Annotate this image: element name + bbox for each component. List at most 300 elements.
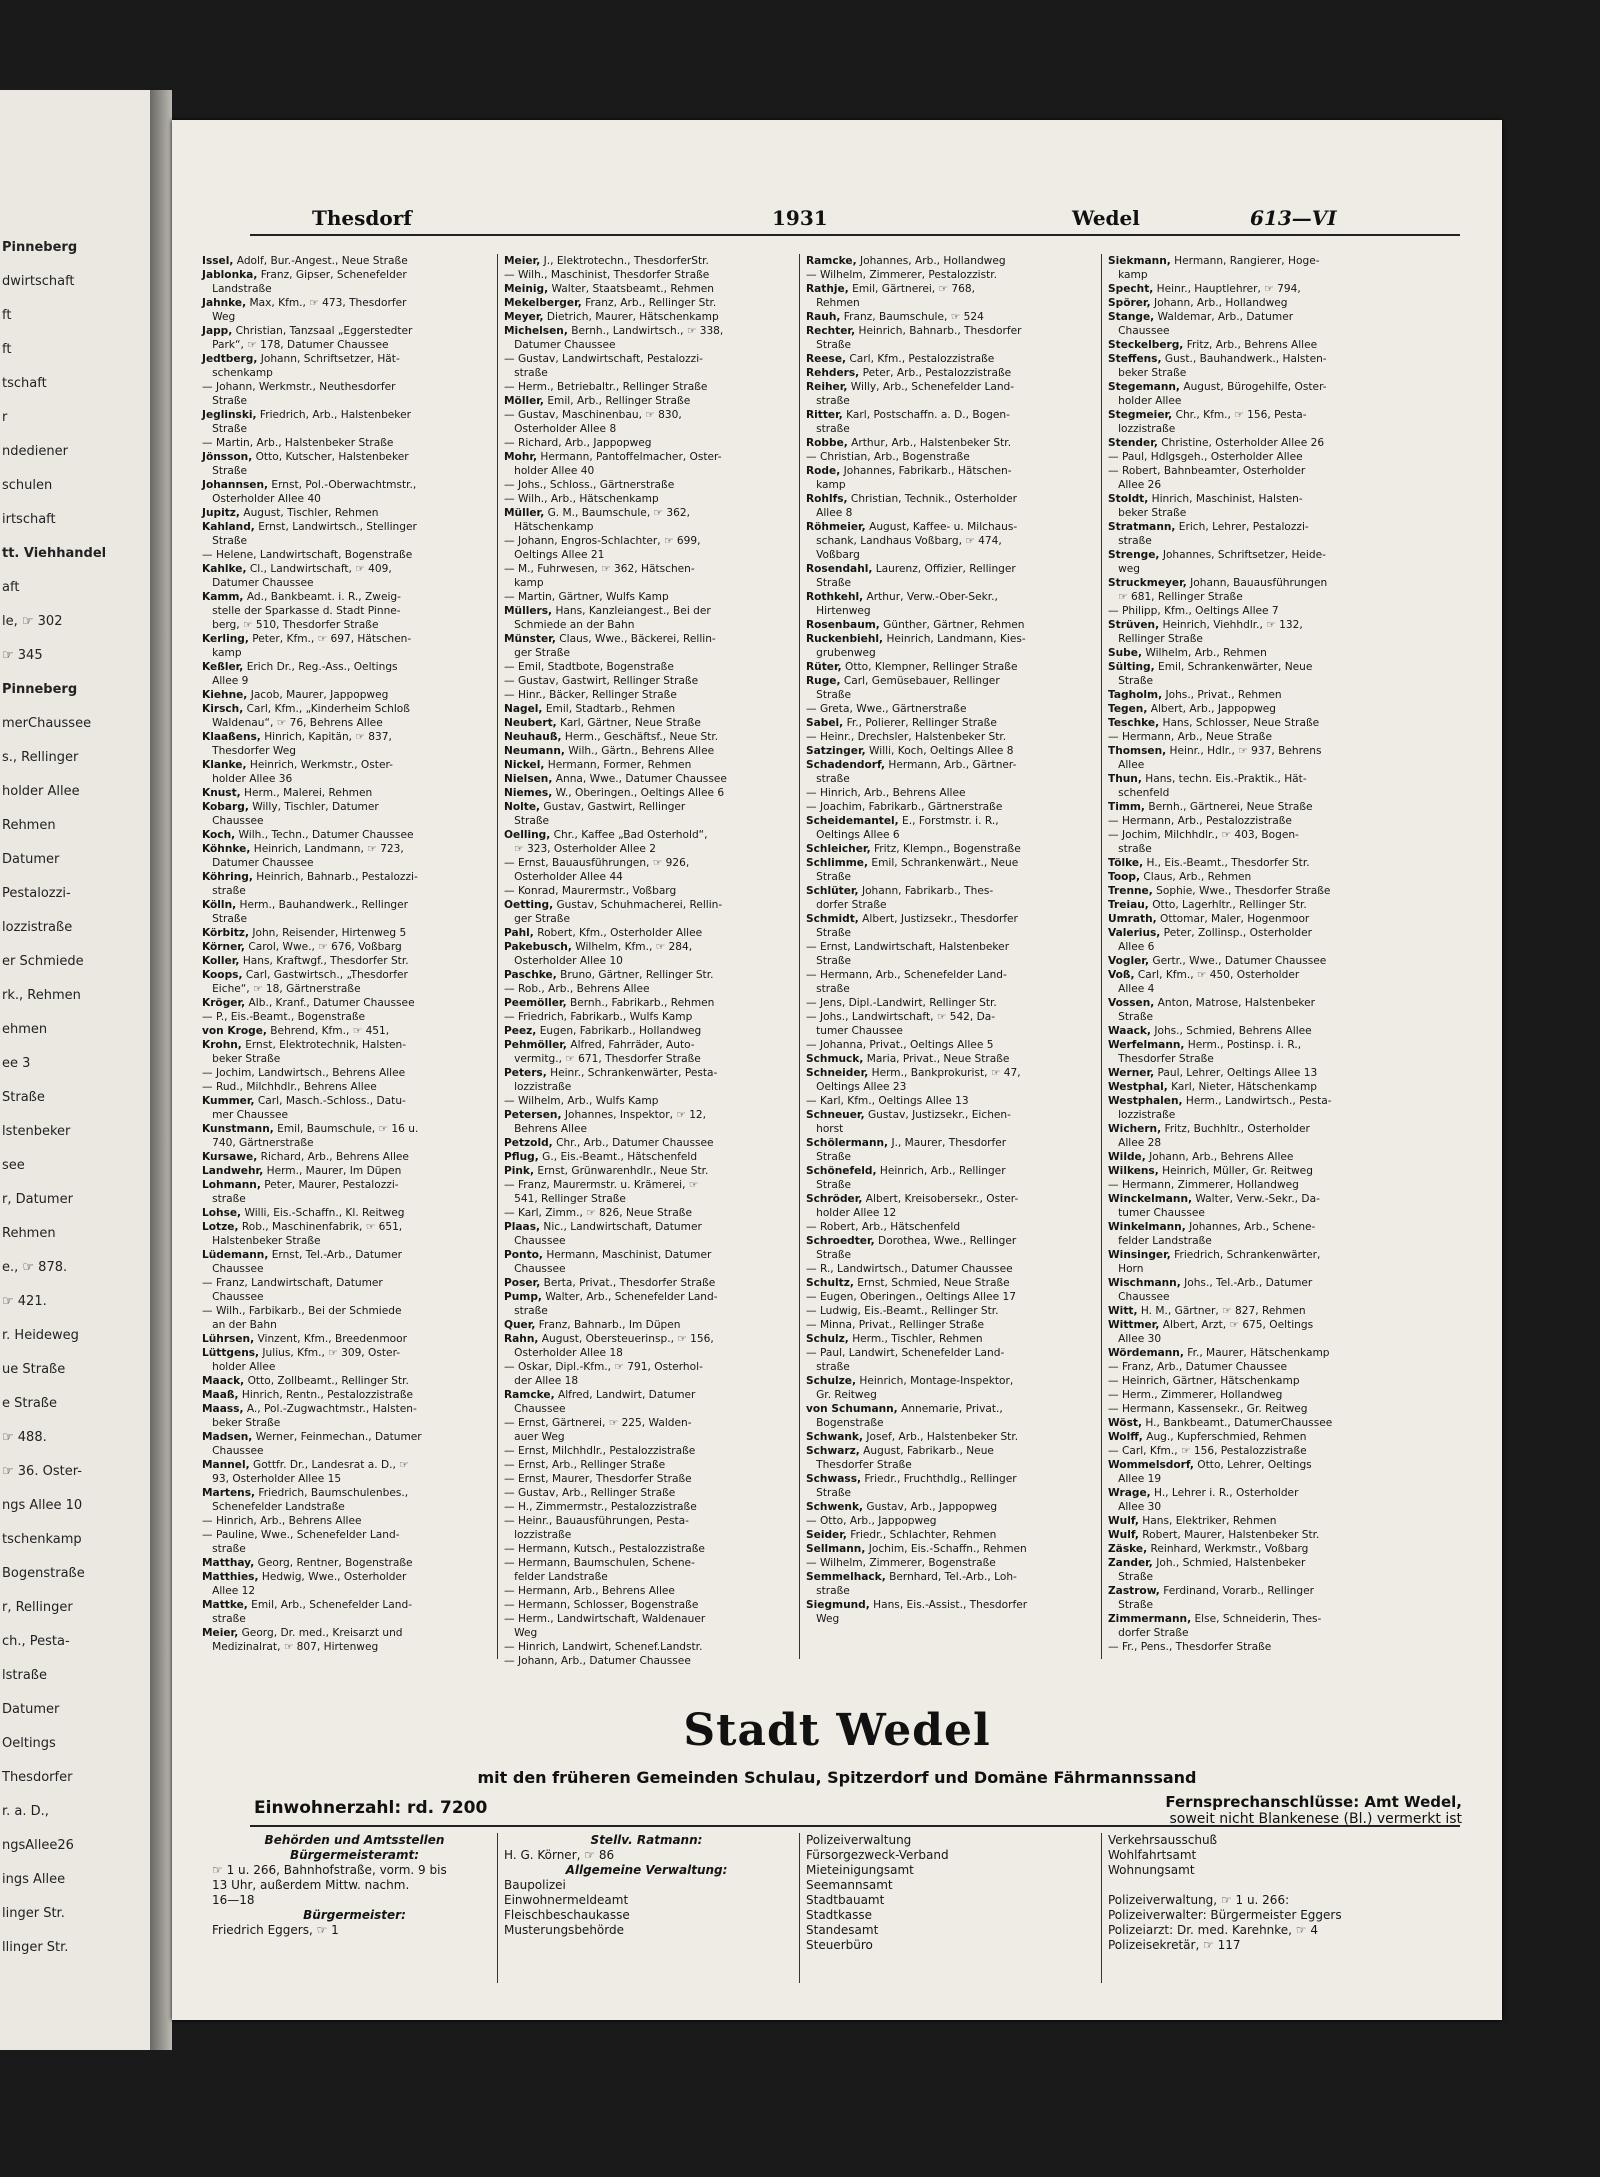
directory-entry: Krohn, Ernst, Elektrotechnik, Halsten- bbox=[202, 1039, 407, 1051]
directory-entry: Timm, Bernh., Gärtnerei, Neue Straße bbox=[1108, 801, 1313, 813]
directory-entry: Straße bbox=[202, 423, 248, 435]
previous-page-fragment: r, Datumer bbox=[2, 1192, 73, 1207]
directory-entry: Madsen, Werner, Feinmechan., Datumer bbox=[202, 1431, 422, 1443]
directory-entry: Paschke, Bruno, Gärtner, Rellinger Str. bbox=[504, 969, 714, 981]
previous-page-fragment: lstenbeker bbox=[2, 1124, 71, 1139]
directory-entry: Lotze, Rob., Maschinenfabrik, ☞ 651, bbox=[202, 1221, 403, 1233]
directory-entry: Thesdorfer Straße bbox=[1108, 1053, 1214, 1065]
bottom-line: Allgemeine Verwaltung: bbox=[565, 1863, 728, 1877]
directory-entry: — Hermann, Arb., Behrens Allee bbox=[504, 1585, 675, 1597]
header-year: 1931 bbox=[772, 206, 828, 230]
directory-entry: Tagholm, Johs., Privat., Rehmen bbox=[1108, 689, 1282, 701]
directory-entry: Chaussee bbox=[504, 1403, 566, 1415]
directory-entry: Westphal, Karl, Nieter, Hätschenkamp bbox=[1108, 1081, 1317, 1093]
previous-page-fragment: ☞ 488. bbox=[2, 1430, 47, 1445]
directory-entry: Kiehne, Jacob, Maurer, Jappopweg bbox=[202, 689, 389, 701]
directory-entry: — Jochim, Landwirtsch., Behrens Allee bbox=[202, 1067, 406, 1079]
bottom-heading: Behörden und Amtsstellen bbox=[264, 1833, 445, 1847]
directory-entry: kamp bbox=[504, 577, 544, 589]
previous-page-fragment: r bbox=[2, 410, 8, 425]
directory-entry: holder Allee 12 bbox=[806, 1207, 897, 1219]
directory-entry: Park“, ☞ 178, Datumer Chaussee bbox=[202, 339, 389, 351]
directory-entry: Lührsen, Vinzent, Kfm., Breedenmoor bbox=[202, 1333, 407, 1345]
bottom-line: Wohlfahrtsamt bbox=[1108, 1848, 1197, 1862]
directory-entry: Ramcke, Alfred, Landwirt, Datumer bbox=[504, 1389, 696, 1401]
directory-entry: Kerling, Peter, Kfm., ☞ 697, Hätschen- bbox=[202, 633, 412, 645]
directory-entry: — Johann, Arb., Datumer Chaussee bbox=[504, 1655, 691, 1667]
directory-entry: — Konrad, Maurermstr., Voßbarg bbox=[504, 885, 677, 897]
directory-entry: Straße bbox=[1108, 675, 1154, 687]
bottom-line: Polizeiverwaltung bbox=[806, 1833, 912, 1847]
directory-entry: Wrage, H., Lehrer i. R., Osterholder bbox=[1108, 1487, 1299, 1499]
bottom-line: Bürgermeister: bbox=[303, 1908, 406, 1922]
directory-entry: Allee 30 bbox=[1108, 1501, 1162, 1513]
directory-entry: Quer, Franz, Bahnarb., Im Düpen bbox=[504, 1319, 681, 1331]
bottom-line: Verkehrsausschuß bbox=[1108, 1833, 1218, 1847]
directory-entry: Landwehr, Herm., Maurer, Im Düpen bbox=[202, 1165, 402, 1177]
directory-entry: Neuhauß, Herm., Geschäftsf., Neue Str. bbox=[504, 731, 719, 743]
directory-entry: mer Chaussee bbox=[202, 1109, 289, 1121]
directory-entry: — Hermann, Kassensekr., Gr. Reitweg bbox=[1108, 1403, 1308, 1415]
bottom-column-1 bbox=[212, 1833, 497, 1938]
directory-entry: Oeltings Allee 23 bbox=[806, 1081, 907, 1093]
directory-entry: Zäske, Reinhard, Werkmstr., Voßbarg bbox=[1108, 1543, 1309, 1555]
bottom-line: Steuerbüro bbox=[806, 1938, 873, 1952]
directory-entry: — Oskar, Dipl.-Kfm., ☞ 791, Osterhol- bbox=[504, 1361, 703, 1373]
bottom-column-4 bbox=[1108, 1833, 1393, 1953]
directory-entry: — Wilhelm, Zimmerer, Pestalozzistr. bbox=[806, 269, 998, 281]
directory-entry: Zander, Joh., Schmied, Halstenbeker bbox=[1108, 1557, 1306, 1569]
directory-entry: Pehmöller, Alfred, Fahrräder, Auto- bbox=[504, 1039, 695, 1051]
directory-entry: — Pauline, Wwe., Schenefelder Land- bbox=[202, 1529, 400, 1541]
directory-entry: Mekelberger, Franz, Arb., Rellinger Str. bbox=[504, 297, 717, 309]
previous-page-fragment: r. Heideweg bbox=[2, 1328, 79, 1343]
directory-entry: straße bbox=[1108, 535, 1152, 547]
bottom-line: Polizeiverwalter: Bürgermeister Eggers bbox=[1108, 1908, 1342, 1922]
previous-page-fragment: ee 3 bbox=[2, 1056, 31, 1071]
column-3 bbox=[806, 254, 1096, 1654]
directory-entry: Straße bbox=[806, 955, 852, 967]
directory-entry: Schwank, Josef, Arb., Halstenbeker Str. bbox=[806, 1431, 1019, 1443]
directory-entry: — Hinr., Bäcker, Rellinger Straße bbox=[504, 689, 677, 701]
directory-entry: beker Straße bbox=[1108, 507, 1187, 519]
directory-entry: — Wilhelm, Zimmerer, Bogenstraße bbox=[806, 1557, 996, 1569]
directory-entry: Schadendorf, Hermann, Arb., Gärtner- bbox=[806, 759, 1017, 771]
bottom-line: Stadtbauamt bbox=[806, 1893, 885, 1907]
directory-entry: Zimmermann, Else, Schneiderin, Thes- bbox=[1108, 1613, 1322, 1625]
directory-entry: kamp bbox=[806, 479, 846, 491]
directory-entry: Rohlfs, Christian, Technik., Osterholder bbox=[806, 493, 1017, 505]
previous-page-fragment: see bbox=[2, 1158, 25, 1173]
bottom-line: Fürsorgezweck-Verband bbox=[806, 1848, 949, 1862]
bottom-line: Standesamt bbox=[806, 1923, 879, 1937]
directory-entry: — Ernst, Arb., Rellinger Straße bbox=[504, 1459, 666, 1471]
directory-entry: Schölermann, J., Maurer, Thesdorfer bbox=[806, 1137, 1007, 1149]
directory-entry: straße bbox=[504, 1305, 548, 1317]
directory-entry: Strüven, Heinrich, Viehhdlr., ☞ 132, bbox=[1108, 619, 1303, 631]
directory-entry: — Herm., Betriebaltr., Rellinger Straße bbox=[504, 381, 708, 393]
directory-entry: Lüdemann, Ernst, Tel.-Arb., Datumer bbox=[202, 1249, 402, 1261]
directory-entry: Stange, Waldemar, Arb., Datumer bbox=[1108, 311, 1294, 323]
directory-entry: ☞ 323, Osterholder Allee 2 bbox=[504, 843, 657, 855]
directory-entry: Kröger, Alb., Kranf., Datumer Chaussee bbox=[202, 997, 415, 1009]
directory-entry: Stegemann, August, Bürogehilfe, Oster- bbox=[1108, 381, 1327, 393]
directory-entry: Werfelmann, Herm., Postinsp. i. R., bbox=[1108, 1039, 1302, 1051]
directory-entry: Issel, Adolf, Bur.-Angest., Neue Straße bbox=[202, 255, 408, 267]
bottom-line: Musterungsbehörde bbox=[504, 1923, 624, 1937]
directory-entry: holder Allee 36 bbox=[202, 773, 293, 785]
directory-entry: Treiau, Otto, Lagerhltr., Rellinger Str. bbox=[1108, 899, 1307, 911]
directory-entry: Rosendahl, Laurenz, Offizier, Rellinger bbox=[806, 563, 1016, 575]
directory-entry: Chaussee bbox=[202, 815, 264, 827]
directory-entry: Meinig, Walter, Staatsbeamt., Rehmen bbox=[504, 283, 715, 295]
directory-entry: — Greta, Wwe., Gärtnerstraße bbox=[806, 703, 967, 715]
directory-entry: Hätschenkamp bbox=[504, 521, 594, 533]
directory-entry: Straße bbox=[202, 465, 248, 477]
directory-entry: — Franz, Landwirtschaft, Datumer bbox=[202, 1277, 383, 1289]
previous-page-fragment: tt. Viehhandel bbox=[2, 546, 107, 561]
previous-page-fragment: tschenkamp bbox=[2, 1532, 82, 1547]
directory-entry: Weg bbox=[504, 1627, 538, 1639]
previous-page-edge bbox=[0, 90, 150, 2050]
directory-entry: Japp, Christian, Tanzsaal „Eggerstedter bbox=[202, 325, 413, 337]
directory-entry: Pakebusch, Wilhelm, Kfm., ☞ 284, bbox=[504, 941, 693, 953]
previous-page-fragment: ft bbox=[2, 342, 12, 357]
directory-entry: straße bbox=[806, 1361, 850, 1373]
directory-entry: Werner, Paul, Lehrer, Oeltings Allee 13 bbox=[1108, 1067, 1318, 1079]
directory-entry: Wichern, Fritz, Buchhltr., Osterholder bbox=[1108, 1123, 1310, 1135]
directory-entry: Matthies, Hedwig, Wwe., Osterholder bbox=[202, 1571, 407, 1583]
bottom-line: Bürgermeisteramt: bbox=[289, 1848, 420, 1862]
directory-entry: — Wilhelm, Arb., Wulfs Kamp bbox=[504, 1095, 659, 1107]
directory-entry: Schmidt, Albert, Justizsekr., Thesdorfer bbox=[806, 913, 1018, 925]
directory-entry: Scheidemantel, E., Forstmstr. i. R., bbox=[806, 815, 999, 827]
directory-page bbox=[172, 120, 1502, 2020]
previous-page-fragment: Pinneberg bbox=[2, 240, 78, 255]
directory-entry: Steckelberg, Fritz, Arb., Behrens Allee bbox=[1108, 339, 1318, 351]
directory-entry: — Gustav, Gastwirt, Rellinger Straße bbox=[504, 675, 699, 687]
directory-entry: Siekmann, Hermann, Rangierer, Hoge- bbox=[1108, 255, 1320, 267]
directory-entry: — Ernst, Maurer, Thesdorfer Straße bbox=[504, 1473, 692, 1485]
previous-page-fragment: merChaussee bbox=[2, 716, 92, 731]
previous-page-fragment: Pestalozzi- bbox=[2, 886, 71, 901]
directory-entry: ger Straße bbox=[504, 647, 570, 659]
previous-page-fragment: holder Allee bbox=[2, 784, 80, 799]
directory-entry: an der Bahn bbox=[202, 1319, 277, 1331]
directory-entry: — Ludwig, Eis.-Beamt., Rellinger Str. bbox=[806, 1305, 999, 1317]
directory-entry: Meier, J., Elektrotechn., ThesdorferStr. bbox=[504, 255, 709, 267]
directory-entry: Maass, A., Pol.-Zugwachtmstr., Halsten- bbox=[202, 1403, 417, 1415]
column-1 bbox=[202, 254, 492, 1654]
previous-page-fragment: aft bbox=[2, 580, 20, 595]
directory-entry: Jupitz, August, Tischler, Rehmen bbox=[202, 507, 379, 519]
directory-entry: Möller, Emil, Arb., Rellinger Straße bbox=[504, 395, 691, 407]
directory-entry: — Otto, Arb., Jappopweg bbox=[806, 1515, 937, 1527]
directory-entry: Stender, Christine, Osterholder Allee 26 bbox=[1108, 437, 1325, 449]
directory-entry: beker Straße bbox=[1108, 367, 1187, 379]
directory-entry: Rehders, Peter, Arb., Pestalozzistraße bbox=[806, 367, 1012, 379]
previous-page-fragment: ue Straße bbox=[2, 1362, 66, 1377]
directory-entry: Ruckenbiehl, Heinrich, Landmann, Kies- bbox=[806, 633, 1026, 645]
directory-entry: Medizinalrat, ☞ 807, Hirtenweg bbox=[202, 1641, 379, 1653]
directory-entry: Schneider, Herm., Bankprokurist, ☞ 47, bbox=[806, 1067, 1021, 1079]
section-subtitle: mit den früheren Gemeinden Schulau, Spitzerdorf und Domäne Fährmannssand bbox=[477, 1768, 1197, 1787]
directory-entry: Kahland, Ernst, Landwirtsch., Stellinger bbox=[202, 521, 417, 533]
previous-page-fragment: er Schmiede bbox=[2, 954, 84, 969]
directory-entry: Kölln, Herm., Bauhandwerk., Rellinger bbox=[202, 899, 409, 911]
bottom-line: Baupolizei bbox=[504, 1878, 566, 1892]
directory-entry: Neubert, Karl, Gärtner, Neue Straße bbox=[504, 717, 701, 729]
directory-entry: Specht, Heinr., Hauptlehrer, ☞ 794, bbox=[1108, 283, 1301, 295]
directory-entry: Datumer Chaussee bbox=[504, 339, 616, 351]
directory-entry: Wittmer, Albert, Arzt, ☞ 675, Oeltings bbox=[1108, 1319, 1314, 1331]
previous-page-fragment: r. a. D., bbox=[2, 1804, 49, 1819]
directory-entry: straße bbox=[202, 1193, 246, 1205]
directory-entry: straße bbox=[202, 1613, 246, 1625]
directory-entry: — Johanna, Privat., Oeltings Allee 5 bbox=[806, 1039, 994, 1051]
directory-entry: Wulf, Hans, Elektriker, Rehmen bbox=[1108, 1515, 1277, 1527]
directory-entry: Datumer Chaussee bbox=[202, 577, 314, 589]
directory-entry: berg, ☞ 510, Thesdorfer Straße bbox=[202, 619, 379, 631]
directory-entry: Winkelmann, Johannes, Arb., Schene- bbox=[1108, 1221, 1316, 1233]
directory-entry: Bogenstraße bbox=[806, 1417, 884, 1429]
directory-entry: Waldenau“, ☞ 76, Behrens Allee bbox=[202, 717, 383, 729]
directory-entry: Stoldt, Hinrich, Maschinist, Halsten- bbox=[1108, 493, 1303, 505]
previous-page-fragment: ngs Allee 10 bbox=[2, 1498, 83, 1513]
previous-page-fragment: schulen bbox=[2, 478, 53, 493]
directory-entry: Ritter, Karl, Postschaffn. a. D., Bogen- bbox=[806, 409, 1010, 421]
directory-entry: Chaussee bbox=[202, 1445, 264, 1457]
directory-entry: — Helene, Landwirtschaft, Bogenstraße bbox=[202, 549, 413, 561]
directory-entry: — Wilh., Farbikarb., Bei der Schmiede bbox=[202, 1305, 402, 1317]
directory-entry: Robbe, Arthur, Arb., Halstenbeker Str. bbox=[806, 437, 1012, 449]
directory-entry: Pahl, Robert, Kfm., Osterholder Allee bbox=[504, 927, 703, 939]
previous-page-fragment: ehmen bbox=[2, 1022, 48, 1037]
directory-entry: Wischmann, Johs., Tel.-Arb., Datumer bbox=[1108, 1277, 1313, 1289]
previous-page-fragment: ☞ 421. bbox=[2, 1294, 47, 1309]
directory-entry: Koller, Hans, Kraftwgf., Thesdorfer Str. bbox=[202, 955, 409, 967]
directory-entry: tumer Chaussee bbox=[1108, 1207, 1205, 1219]
directory-entry: Gr. Reitweg bbox=[806, 1389, 877, 1401]
directory-entry: Teschke, Hans, Schlosser, Neue Straße bbox=[1108, 717, 1320, 729]
previous-page-fragment: ch., Pesta- bbox=[2, 1634, 70, 1649]
previous-page-fragment: ☞ 36. Oster- bbox=[2, 1464, 82, 1479]
directory-entry: — Ernst, Milchhdlr., Pestalozzistraße bbox=[504, 1445, 696, 1457]
directory-entry: — Emil, Stadtbote, Bogenstraße bbox=[504, 661, 674, 673]
telephone-note-title: Fernsprechanschlüsse: Amt Wedel, bbox=[1165, 1793, 1462, 1811]
directory-entry: Müllers, Hans, Kanzleiangest., Bei der bbox=[504, 605, 711, 617]
directory-entry: Chaussee bbox=[1108, 325, 1170, 337]
previous-page-fragment: linger Str. bbox=[2, 1906, 65, 1921]
directory-entry: Mattke, Emil, Arb., Schenefelder Land- bbox=[202, 1599, 413, 1611]
directory-entry: Plaas, Nic., Landwirtschaft, Datumer bbox=[504, 1221, 702, 1233]
directory-entry: — Philipp, Kfm., Oeltings Allee 7 bbox=[1108, 605, 1279, 617]
directory-entry: Reiher, Willy, Arb., Schenefelder Land- bbox=[806, 381, 1015, 393]
directory-entry: Chaussee bbox=[202, 1291, 264, 1303]
directory-entry: — Jens, Dipl.-Landwirt, Rellinger Str. bbox=[806, 997, 997, 1009]
directory-entry: Straße bbox=[806, 1151, 852, 1163]
previous-page-fragment: Pinneberg bbox=[2, 682, 78, 697]
directory-entry: — Martin, Gärtner, Wulfs Kamp bbox=[504, 591, 669, 603]
directory-entry: — Johs., Schloss., Gärtnerstraße bbox=[504, 479, 675, 491]
directory-entry: stelle der Sparkasse d. Stadt Pinne- bbox=[202, 605, 401, 617]
directory-entry: Petersen, Johannes, Inspektor, ☞ 12, bbox=[504, 1109, 707, 1121]
directory-entry: Allee 19 bbox=[1108, 1473, 1162, 1485]
directory-entry: — Hinrich, Arb., Behrens Allee bbox=[202, 1515, 362, 1527]
directory-entry: Schneuer, Gustav, Justizsekr., Eichen- bbox=[806, 1109, 1011, 1121]
directory-entry: Winsinger, Friedrich, Schrankenwärter, bbox=[1108, 1249, 1321, 1261]
bottom-line: Einwohnermeldeamt bbox=[504, 1893, 629, 1907]
directory-entry: Straße bbox=[1108, 1571, 1154, 1583]
directory-entry: Osterholder Allee 18 bbox=[504, 1347, 623, 1359]
bottom-divider bbox=[799, 1833, 800, 1983]
directory-entry: Oeltings Allee 21 bbox=[504, 549, 605, 561]
directory-entry: — Hermann, Zimmerer, Hollandweg bbox=[1108, 1179, 1299, 1191]
bottom-line: ☞ 1 u. 266, Bahnhofstraße, vorm. 9 bis bbox=[212, 1863, 447, 1877]
directory-entry: Strenge, Johannes, Schriftsetzer, Heide- bbox=[1108, 549, 1326, 561]
directory-entry: Klaaßens, Hinrich, Kapitän, ☞ 837, bbox=[202, 731, 392, 743]
directory-entry: — Wilh., Maschinist, Thesdorfer Straße bbox=[504, 269, 710, 281]
directory-entry: Neumann, Wilh., Gärtn., Behrens Allee bbox=[504, 745, 715, 757]
directory-entry: — Hermann, Baumschulen, Schene- bbox=[504, 1557, 695, 1569]
directory-entry: Osterholder Allee 44 bbox=[504, 871, 623, 883]
previous-page-fragment: r, Rellinger bbox=[2, 1600, 73, 1615]
directory-entry: — Hermann, Kutsch., Pestalozzistraße bbox=[504, 1543, 705, 1555]
directory-entry: — Karl, Kfm., Oeltings Allee 13 bbox=[806, 1095, 969, 1107]
directory-entry: Hirtenweg bbox=[806, 605, 871, 617]
bottom-lines bbox=[1108, 1833, 1393, 1953]
directory-entry: straße bbox=[1108, 843, 1152, 855]
directory-entry: ☞ 681, Rellinger Straße bbox=[1108, 591, 1243, 603]
directory-entry: Meier, Georg, Dr. med., Kreisarzt und bbox=[202, 1627, 403, 1639]
previous-page-fragment: llinger Str. bbox=[2, 1940, 69, 1955]
bottom-lines bbox=[806, 1833, 1091, 1953]
directory-entry: — Karl, Zimm., ☞ 826, Neue Straße bbox=[504, 1207, 692, 1219]
directory-entry: Allee 26 bbox=[1108, 479, 1162, 491]
directory-entry: Chaussee bbox=[504, 1263, 566, 1275]
directory-entry: Steffens, Gust., Bauhandwerk., Halsten- bbox=[1108, 353, 1327, 365]
directory-entry: — Franz, Maurermstr. u. Krämerei, ☞ bbox=[504, 1179, 699, 1191]
directory-entry: Rosenbaum, Günther, Gärtner, Rehmen bbox=[806, 619, 1025, 631]
directory-entry: Nickel, Hermann, Former, Rehmen bbox=[504, 759, 692, 771]
directory-entry: schenkamp bbox=[202, 367, 273, 379]
directory-entry: Straße bbox=[806, 1487, 852, 1499]
directory-entry: Meyer, Dietrich, Maurer, Hätschenkamp bbox=[504, 311, 719, 323]
column-divider bbox=[799, 254, 800, 1659]
directory-entry: Maaß, Hinrich, Rentn., Pestalozzistraße bbox=[202, 1389, 414, 1401]
directory-entry: Jablonka, Franz, Gipser, Schenefelder bbox=[202, 269, 407, 281]
directory-entry: — R., Landwirtsch., Datumer Chaussee bbox=[806, 1263, 1013, 1275]
directory-entry: — Friedrich, Fabrikarb., Wulfs Kamp bbox=[504, 1011, 693, 1023]
directory-entry: Thomsen, Heinr., Hdlr., ☞ 937, Behrens bbox=[1108, 745, 1322, 757]
directory-entry: holder Allee bbox=[1108, 395, 1182, 407]
directory-entry: Schwass, Friedr., Fruchthdlg., Rellinger bbox=[806, 1473, 1017, 1485]
directory-entry: Schlimme, Emil, Schrankenwärt., Neue bbox=[806, 857, 1019, 869]
previous-page-fragment: rk., Rehmen bbox=[2, 988, 81, 1003]
directory-entry: Klanke, Heinrich, Werkmstr., Oster- bbox=[202, 759, 393, 771]
directory-entry: Rechter, Heinrich, Bahnarb., Thesdorfer bbox=[806, 325, 1022, 337]
column-4 bbox=[1108, 254, 1398, 1654]
directory-entry: dorfer Straße bbox=[806, 899, 887, 911]
directory-entry: Spörer, Johann, Arb., Hollandweg bbox=[1108, 297, 1288, 309]
directory-entry: Johannsen, Ernst, Pol.-Oberwachtmstr., bbox=[202, 479, 417, 491]
directory-entry: — Hermann, Arb., Pestalozzistraße bbox=[1108, 815, 1292, 827]
directory-entry: — Eugen, Oberingen., Oeltings Allee 17 bbox=[806, 1291, 1016, 1303]
directory-entry: schank, Landhaus Voßbarg, ☞ 474, bbox=[806, 535, 1002, 547]
telephone-note-line: soweit nicht Blankenese (Bl.) vermerkt ist bbox=[1169, 1811, 1462, 1827]
directory-entry: — Hermann, Arb., Neue Straße bbox=[1108, 731, 1272, 743]
directory-entry: Keßler, Erich Dr., Reg.-Ass., Oeltings bbox=[202, 661, 398, 673]
directory-entry: — Herm., Landwirtschaft, Waldenauer bbox=[504, 1613, 706, 1625]
directory-entry: Köhring, Heinrich, Bahnarb., Pestalozzi- bbox=[202, 871, 418, 883]
directory-entry: — Ernst, Gärtnerei, ☞ 225, Walden- bbox=[504, 1417, 692, 1429]
page-header bbox=[172, 206, 1502, 232]
directory-entry: Jahnke, Max, Kfm., ☞ 473, Thesdorfer bbox=[202, 297, 407, 309]
directory-entry: Thesdorfer Weg bbox=[202, 745, 296, 757]
directory-entry: Jedtberg, Johann, Schriftsetzer, Hät- bbox=[202, 353, 400, 365]
directory-entry: 740, Gärtnerstraße bbox=[202, 1137, 314, 1149]
directory-entry: Rahn, August, Obersteuerinsp., ☞ 156, bbox=[504, 1333, 714, 1345]
directory-entry: — Robert, Arb., Hätschenfeld bbox=[806, 1221, 961, 1233]
bottom-line: Stadtkasse bbox=[806, 1908, 872, 1922]
directory-entry: — Heinr., Bauausführungen, Pesta- bbox=[504, 1515, 689, 1527]
directory-entry: Lohmann, Peter, Maurer, Pestalozzi- bbox=[202, 1179, 399, 1191]
directory-entry: Körner, Carol, Wwe., ☞ 676, Voßbarg bbox=[202, 941, 402, 953]
directory-entry: Ruge, Carl, Gemüsebauer, Rellinger bbox=[806, 675, 1000, 687]
bottom-line: Wohnungsamt bbox=[1108, 1863, 1195, 1877]
previous-page-fragment: Bogenstraße bbox=[2, 1566, 85, 1581]
directory-entry: — Johann, Werkmstr., Neuthesdorfer bbox=[202, 381, 396, 393]
directory-entry: Osterholder Allee 40 bbox=[202, 493, 321, 505]
directory-entry: tumer Chaussee bbox=[806, 1025, 903, 1037]
previous-page-fragment: Datumer bbox=[2, 1702, 60, 1717]
previous-page-fragment: Thesdorfer bbox=[2, 1770, 73, 1785]
directory-entry: Koops, Carl, Gastwirtsch., „Thesdorfer bbox=[202, 969, 408, 981]
directory-entry: Schlüter, Johann, Fabrikarb., Thes- bbox=[806, 885, 994, 897]
directory-entry: — Richard, Arb., Jappopweg bbox=[504, 437, 652, 449]
directory-entry: — P., Eis.-Beamt., Bogenstraße bbox=[202, 1011, 366, 1023]
directory-entry: Straße bbox=[806, 871, 852, 883]
directory-entry: Allee bbox=[1108, 759, 1145, 771]
directory-entry: — Rob., Arb., Behrens Allee bbox=[504, 983, 650, 995]
directory-entry: Nielsen, Anna, Wwe., Datumer Chaussee bbox=[504, 773, 727, 785]
directory-entry: felder Landstraße bbox=[1108, 1235, 1212, 1247]
telephone-note bbox=[1165, 1794, 1462, 1828]
directory-entry: straße bbox=[806, 395, 850, 407]
directory-entry: Weg bbox=[806, 1613, 840, 1625]
directory-entry: Peemöller, Bernh., Fabrikarb., Rehmen bbox=[504, 997, 715, 1009]
directory-entry: Petzold, Chr., Arb., Datumer Chaussee bbox=[504, 1137, 714, 1149]
directory-entry: Schönefeld, Heinrich, Arb., Rellinger bbox=[806, 1165, 1006, 1177]
directory-entry: Valerius, Peter, Zollinsp., Osterholder bbox=[1108, 927, 1313, 939]
directory-entry: Osterholder Allee 8 bbox=[504, 423, 617, 435]
directory-entry: Straße bbox=[806, 339, 852, 351]
directory-entry: Vogler, Gertr., Wwe., Datumer Chaussee bbox=[1108, 955, 1327, 967]
directory-entry: — H., Zimmermstr., Pestalozzistraße bbox=[504, 1501, 697, 1513]
directory-entry: Weg bbox=[202, 311, 236, 323]
directory-entry: — Johs., Landwirtschaft, ☞ 542, Da- bbox=[806, 1011, 996, 1023]
directory-entry: Osterholder Allee 10 bbox=[504, 955, 623, 967]
previous-page-fragment: Oeltings bbox=[2, 1736, 56, 1751]
directory-entry: Reese, Carl, Kfm., Pestalozzistraße bbox=[806, 353, 995, 365]
bottom-divider bbox=[497, 1833, 498, 1983]
directory-entry: Schulze, Heinrich, Montage-Inspektor, bbox=[806, 1375, 1014, 1387]
directory-entry: — Ernst, Bauausführungen, ☞ 926, bbox=[504, 857, 690, 869]
directory-entry: Behrens Allee bbox=[504, 1123, 588, 1135]
directory-entry: Rellinger Straße bbox=[1108, 633, 1203, 645]
directory-entry: Kobarg, Willy, Tischler, Datumer bbox=[202, 801, 379, 813]
directory-entry: Zastrow, Ferdinand, Vorarb., Rellinger bbox=[1108, 1585, 1314, 1597]
